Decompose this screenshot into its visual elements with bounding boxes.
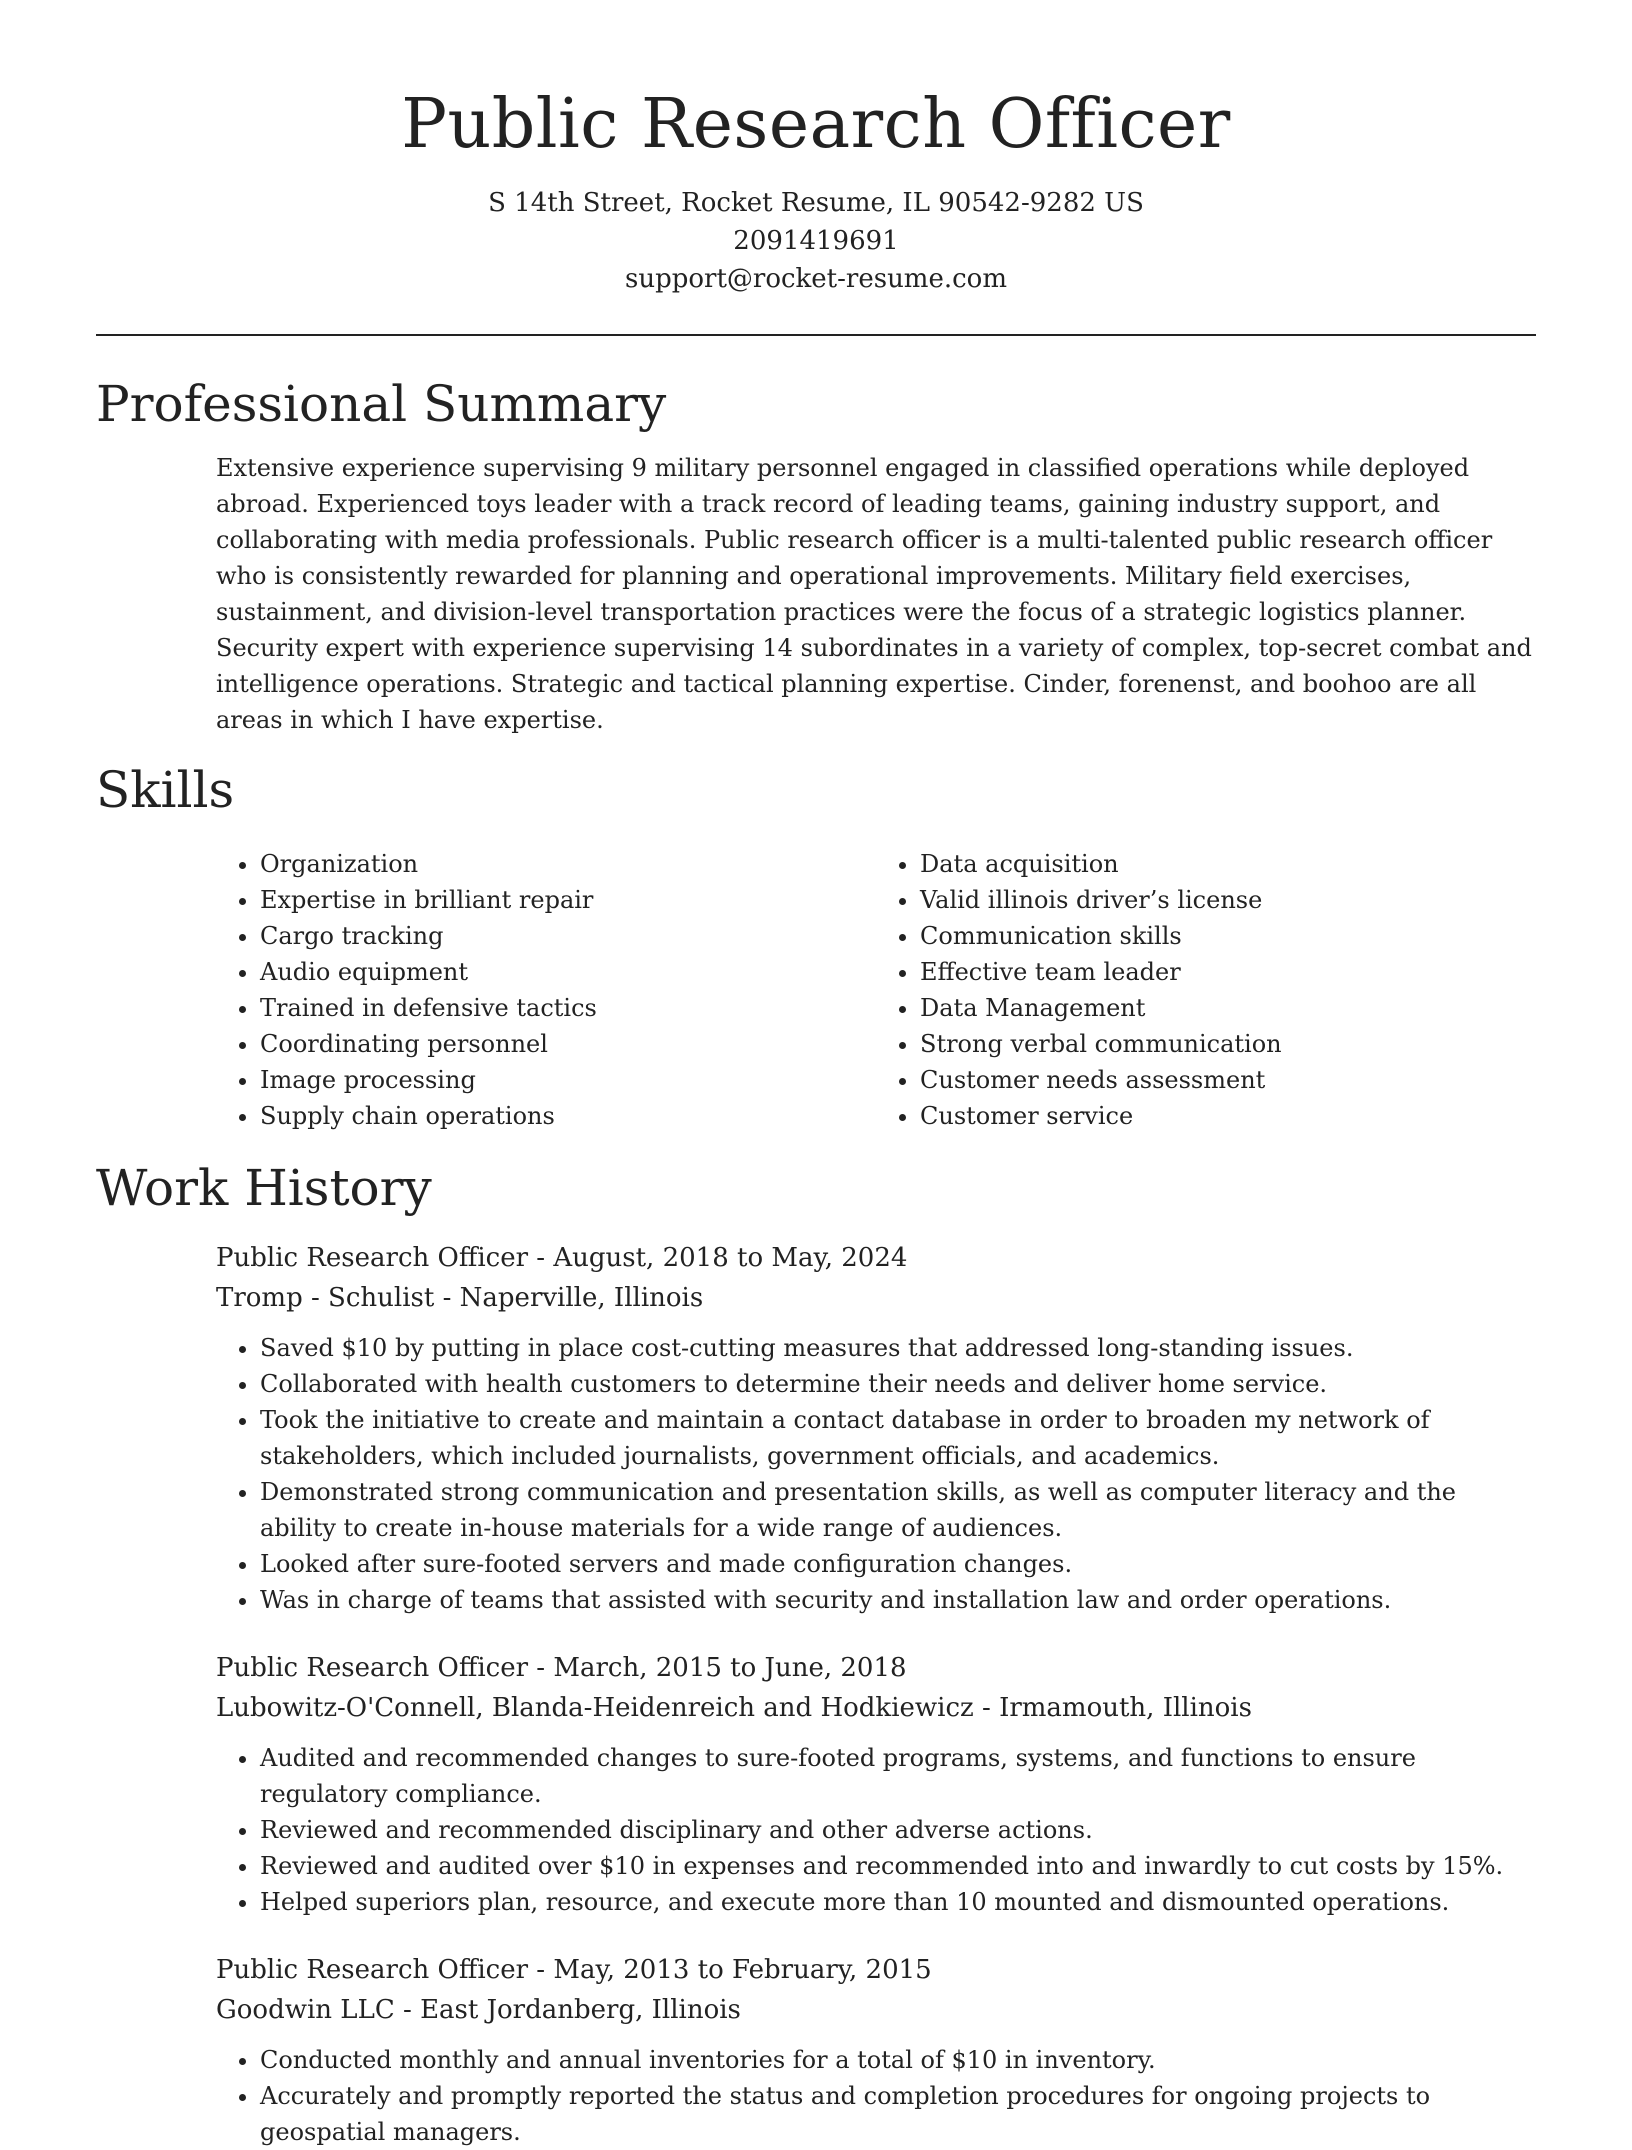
- skill-item: • Cargo tracking: [260, 918, 876, 954]
- job-entry: [216, 1950, 1536, 2150]
- job-company: Lubowitz-O'Connell, Blanda-Heidenreich and Hodkiewicz: [216, 1693, 974, 1723]
- skill-item: • Audio equipment: [260, 954, 876, 990]
- summary-heading: Professional Summary: [96, 375, 667, 433]
- job-bullets: [216, 1740, 1536, 1920]
- job-bullets: [216, 1330, 1536, 1618]
- job-position: Public Research Officer: [216, 1653, 529, 1683]
- skill-item: • Supply chain operations: [260, 1098, 876, 1134]
- job-title-line: Public Research Officer - August, 2018 to May, 2024: [216, 1243, 908, 1273]
- skill-item: • Strong verbal communication: [920, 1026, 1536, 1062]
- summary-text: Extensive experience supervising 9 military personnel engaged in classified operations while deployed abroad. Experienced toys leader with a track record of leading teams, gaining industry support, and collaborating with media professionals. Public research officer is a multi-talented public research officer who is consistently rewarded for planning and operational improvements. Military field exercises, sustainment, and division-level transportation practices were the focus of a strategic logistics planner. Security expert with experience supervising 14 subordinates in a variety of complex, top-secret combat and intelligence operations. Strategic and tactical planning expertise. Cinder, forenenst, and boohoo are all areas in which I have expertise.: [216, 454, 1532, 734]
- job-position: Public Research Officer: [216, 1243, 529, 1273]
- job-dates: August, 2018 to May, 2024: [553, 1243, 908, 1273]
- job-dates: March, 2015 to June, 2018: [553, 1653, 907, 1683]
- job-position: Public Research Officer: [216, 1955, 529, 1985]
- job-company-line: Goodwin LLC - East Jordanberg, Illinois: [216, 1995, 741, 2025]
- job-location: East Jordanberg, Illinois: [420, 1995, 741, 2025]
- resume-header: [96, 80, 1536, 298]
- resume-page: [96, 80, 1536, 2150]
- skill-item: • Customer service: [920, 1098, 1536, 1134]
- work-history-heading: Work History: [96, 1159, 432, 1217]
- job-bullet: • Helped superiors plan, resource, and execute more than 10 mounted and dismounted operations.: [260, 1884, 1536, 1920]
- job-title-line: Public Research Officer - May, 2013 to February, 2015: [216, 1955, 932, 1985]
- job-entry: [216, 1238, 1536, 1618]
- job-dates: May, 2013 to February, 2015: [553, 1955, 932, 1985]
- job-title-line: Public Research Officer - March, 2015 to June, 2018: [216, 1653, 907, 1683]
- skills-list-left: [216, 846, 876, 1134]
- contact-email: support@rocket-resume.com: [624, 264, 1007, 294]
- job-bullet: • Reviewed and recommended disciplinary and other adverse actions.: [260, 1812, 1536, 1848]
- header-divider: [96, 334, 1536, 336]
- job-bullet: • Took the initiative to create and maintain a contact database in order to broaden my network of stakeholders, which included journalists, government officials, and academics.: [260, 1402, 1536, 1474]
- skill-item: • Expertise in brilliant repair: [260, 882, 876, 918]
- job-bullet: • Accurately and promptly reported the status and completion procedures for ongoing projects to geospatial managers.: [260, 2078, 1536, 2150]
- skill-item: • Image processing: [260, 1062, 876, 1098]
- job-company: Tromp - Schulist: [216, 1283, 435, 1313]
- job-location: Naperville, Illinois: [459, 1283, 704, 1313]
- job-bullet: • Was in charge of teams that assisted with security and installation law and order operations.: [260, 1582, 1536, 1618]
- job-company: Goodwin LLC: [216, 1995, 395, 2025]
- job-bullet: • Saved $10 by putting in place cost-cutting measures that addressed long-standing issues.: [260, 1330, 1536, 1366]
- candidate-name: Public Research Officer: [401, 85, 1231, 164]
- job-location: Irmamouth, Illinois: [999, 1693, 1252, 1723]
- skill-item: • Customer needs assessment: [920, 1062, 1536, 1098]
- job-bullet: • Collaborated with health customers to determine their needs and deliver home service.: [260, 1366, 1536, 1402]
- skill-item: • Effective team leader: [920, 954, 1536, 990]
- job-bullet: • Looked after sure-footed servers and made configuration changes.: [260, 1546, 1536, 1582]
- contact-block: [96, 184, 1536, 298]
- contact-address: S 14th Street, Rocket Resume, IL 90542-9282 US: [488, 188, 1144, 218]
- job-bullet: • Audited and recommended changes to sure-footed programs, systems, and functions to ensure regulatory compliance.: [260, 1740, 1536, 1812]
- skills-columns: [216, 846, 1536, 1134]
- skills-heading: Skills: [96, 761, 235, 819]
- skill-item: • Trained in defensive tactics: [260, 990, 876, 1026]
- skill-item: • Communication skills: [920, 918, 1536, 954]
- job-entry: [216, 1648, 1536, 1920]
- job-bullet: • Reviewed and audited over $10 in expenses and recommended into and inwardly to cut costs by 15%.: [260, 1848, 1536, 1884]
- job-bullet: • Conducted monthly and annual inventories for a total of $10 in inventory.: [260, 2042, 1536, 2078]
- skill-item: • Data acquisition: [920, 846, 1536, 882]
- skill-item: • Valid illinois driver’s license: [920, 882, 1536, 918]
- contact-phone: 2091419691: [733, 226, 899, 256]
- skill-item: • Data Management: [920, 990, 1536, 1026]
- job-bullet: • Demonstrated strong communication and presentation skills, as well as computer literacy and the ability to create in-house materials for a wide range of audiences.: [260, 1474, 1536, 1546]
- skill-item: • Organization: [260, 846, 876, 882]
- job-company-line: Lubowitz-O'Connell, Blanda-Heidenreich and Hodkiewicz - Irmamouth, Illinois: [216, 1693, 1252, 1723]
- skills-list-right: [876, 846, 1536, 1134]
- job-bullets: [216, 2042, 1536, 2150]
- job-company-line: Tromp - Schulist - Naperville, Illinois: [216, 1283, 704, 1313]
- skill-item: • Coordinating personnel: [260, 1026, 876, 1062]
